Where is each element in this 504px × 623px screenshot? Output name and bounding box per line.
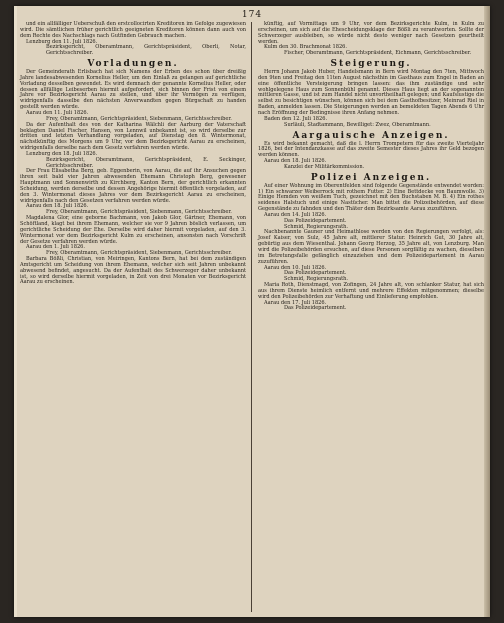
date-line: Aarau den 11. Juli 1826. (26, 109, 89, 116)
date-line: Baden den 12. Juli 1826. (264, 115, 328, 122)
date-line: Aarau den 10. Juli 1826. (264, 264, 327, 271)
signature-line: Das Polizeidepartement. (284, 217, 347, 224)
date-line: Aarau den 1. Juli 1826. (26, 244, 85, 251)
signature-line: Frey, Oberamtmann, Gerichtspräsident, Siebenmann, Gerichtsschreiber. (46, 250, 232, 257)
signature-line: Surläuli, Stadtammann, Bewilliget: Zwez, Oberamtmann. (284, 121, 431, 128)
notice-paragraph: Der Frau Elisabetha Berg, geb. Eggenberin, von Aarau, die auf ihr Ansuchen gegen ihren seit bald vier Jahren abwesenden Ehemann Christoph Berg, gewesener Hauptmann und Sonnenwirth zu Kirchberg, Kanton Bern, der gerichtlich erkannten Scheidung, werden derselbe und dessen Angehörige hiermit öffentlich vorgeladen, auf den 3. Wintermonat dieses Jahres vor dem Bezirksgericht Aarau zu erscheinen, widrigenfalls nach den Gesetzen verfahren werden würde. (20, 168, 246, 204)
notice-paragraph: Magdalena Glor, eine geborne Bachmann, von Jakob Glor, Gärtner, Ehemann, von Schöftland, klagt bei ihrem Ehemann, welcher sie vor 9 Jahren böslich verlassen, um gerichtliche Scheidung der Ehe. Derselbe wird daher hiermit vorgeladen, auf den 3. Wintermonat vor dem Bezirksgericht Kulm zu erscheinen, ansonsten nach Vorschrift der Gesetze verfahren werden würde. (20, 215, 246, 245)
date-line: Lenzburg den 18. Juli 1826. (26, 150, 98, 157)
date-line: Aarau den 18. Juli 1826. (26, 203, 89, 210)
signature-line: Schmid, Regierungsrath. (284, 276, 349, 283)
notice-paragraph: Der Gemeinderath Erlisbach hat sich Namens der Erben des schon über dreißig Jahre landesabwesenden Kornelius Heller, um den Einlaß zu gelangen auf gerichtliche Vorladung desselben gewendet. Es wird demnach der genannte Kornelius Heller, oder dessen allfällige Leibeserben hiermit aufgefordert, sich binnen der Frist von einem Jahre vor Bezirksgericht Aarau zu stellen, und über ihr Vermögen zu verfügen, widrigenfalls dasselbe den nächsten Anverwandten gegen Bürgschaft zu handen gestellt werden würde. (20, 69, 246, 111)
page-number: 174 (241, 10, 263, 20)
notice-paragraph: Barbara Bößli, Christian, von Meiringen, Kantons Bern, hat bei dem zuständigen Amtsgericht um Scheidung von ihrem Ehemann, welcher sich seit Jahren unbekannt abwesend befindet, angesucht. Da der Aufenthalt des Schwerzeger daher unbekannt ist, so wird derselbe hiermit vorgeladen, in Zeit von drei Monaten vor Bezirksgericht Aarau zu erscheinen. (20, 256, 246, 286)
date-line: Aarau den 18. Juli 1826. (264, 158, 327, 165)
signature-line: Bezirksgericht, Oberamtmann, Gerichtspräsident, Oberli, Notar, Gerichtsschreiber. (46, 44, 246, 57)
right-column (258, 22, 484, 312)
section-heading: Vorladungen. (87, 59, 179, 70)
notice-paragraph: und ein allfälliger Ueberschuß den erstcollocirten Kreditoren im Gefolge zugewiesen wird. Die sämtlichen früher gerichtlich geeigneten Kreditoren können dann auch von dem Rechte des Nachschlags nach Gutfinden Gebrauch machen. (20, 21, 246, 39)
signature-line: Fischer, Oberamtmann, Gerichtspräsident, Eichmann, Gerichtsschreiber. (284, 50, 472, 57)
newspaper-page (14, 6, 490, 617)
page-fold-shadow (484, 6, 490, 617)
date-line: Lenzburg den 11. Juli 1826. (26, 38, 98, 45)
section-heading: Aargauische Anzeigen. (292, 130, 450, 141)
signature-line: Frey, Oberamtmann, Gerichtspräsident, Siebenmann, Gerichtsschreiber. (46, 115, 232, 122)
signature-line: Das Polizeidepartement. (284, 270, 347, 277)
notice-paragraph: Nachbenannte Gauner und Heimathlose werden von den Regierungen verfolgt, als: Josef Kaiser, von Sulz, 45 Jahre alt, mittlerer Statur. Heinrich Gut, 30 Jahre alt, gebürtig aus dem Wiesenthal. Johann Georg Herzog, 35 Jahre alt, von Lenzburg. Man wird die Polizeibehörden ersuchen, auf diese Personen sorgfältig zu wachen, dieselben im Betretungsfalle gefänglich einzuziehen und dem Polizeidepartement in Aarau zuzuführen. (258, 229, 484, 265)
paper-edge (14, 6, 17, 617)
notice-paragraph: Es wird bekannt gemacht, daß die l. Herrn Trompetern für das zweite Vierteljahr 1826, bei der Intendanzkasse auf das zweite Semester dieses Jahres ihr Geld bezogen werden können. (258, 140, 484, 159)
left-column (20, 22, 246, 286)
notice-paragraph: Auf einer Wohnung im Oberentfelden sind folgende Gegenstände entwendet worden: 1) Ein schwarzer Weiberrock mit rothem Futter. 2) Eine Bettdecke von Baumwolle. 3) Einige Hemden von weißem Tuch, gezeichnet mit den Buchstaben M. B. 4) Ein rothes seidenes Halstuch und einige Nastücher. Man bittet die Polizeibehörden, auf diese Gegenstände zu fahnden und den Thäter dem Bezirksamte Aarau zuzuführen. (258, 182, 484, 213)
column-divider (251, 22, 252, 612)
notice-paragraph: Herrn Johann Jakob Huber, Handelsmann in Bern wird Montag den 7ten, Mittwoch den 9ten und Freitag den 11ten August nächsthin im Gasthaus zum Engel in Baden an eine öffentliche Versteigerung bringen lassen: das ihm zuständige und sehr wohlgelegene Haus zum Sonnenbühl genannt. Dieses Haus liegt an der sogenannten mittleren Gasse, und ist zum Handel nicht unvortheilhaft gelegen; und Kaufslustige die selbst zu besichtigen wünschen, können sich bei dem Gasthofbesitzer, Meinrad Riel in Baden, anmelden lassen. Die Steigerungen werden an bemeldeten Tagen Abends 6 Uhr nach Eröffnung der Bedingnisse ihren Anfang nehmen. (258, 69, 484, 116)
signature-line: Frey, Oberamtmann, Gerichtspräsident, Siebenmann, Gerichtsschreiber. (46, 209, 232, 216)
date-line: Aarau den 17. Juli 1826. (264, 299, 327, 306)
date-line: Kulm den 30. Brachmonat 1826. (264, 44, 347, 51)
signature-line: Bezirksgericht, Oberamtmann, Gerichtspräsident, E. Seckinger, Gerichtsschreiber. (46, 156, 246, 169)
notice-paragraph: Da der Aufenthalt des von der Katharina Wälchli der Aarburg der Vaterschaft beklagten Daniel Fischer, Hansen, von Lennwil unbekannt ist, so wird derselbe zur dritten und letzten Verhandlung vorgeladen, auf Dienstag den 8. Wintermonat, nächstkünftig des Morgens um 9 Uhr, vor dem Bezirksgericht Aarau zu erscheinen, widrigenfalls derselbe nach dem Gesetz verfahren werden würde. (20, 121, 246, 152)
notice-paragraph: Maria Roth, Dienstmagd, von Zofingen, 24 Jahre alt, von schlanker Statur, hat sich aus ihrem Dienste heimlich entfernt und mehrere Effekten mitgenommen; dieselbe wird den Polizeibehörden zur Verhaftung und Einlieferung empfohlen. (258, 282, 484, 300)
section-heading: Steigerung. (330, 59, 412, 70)
signature-line: Das Polizeidepartement. (284, 305, 347, 312)
signature-line: Kanzlei der Militärkommission. (284, 163, 365, 170)
signature-line: Schmid, Regierungsrath. (284, 223, 349, 230)
notice-paragraph: künftig, auf Vormittags um 9 Uhr, vor dem Bezirksgerichte Kulm, in Kulm zu erscheinen, um sich auf die Ehescheidungsklage der Bößli zu verantworten. Sollte der Schwerzeger ausbleiben, so würde nicht desto weniger nach Gesetzen geurtheilt werden. (258, 21, 484, 45)
section-heading: Polizei Anzeigen. (310, 172, 432, 183)
date-line: Aarau den 14. Juli 1826. (264, 211, 327, 218)
